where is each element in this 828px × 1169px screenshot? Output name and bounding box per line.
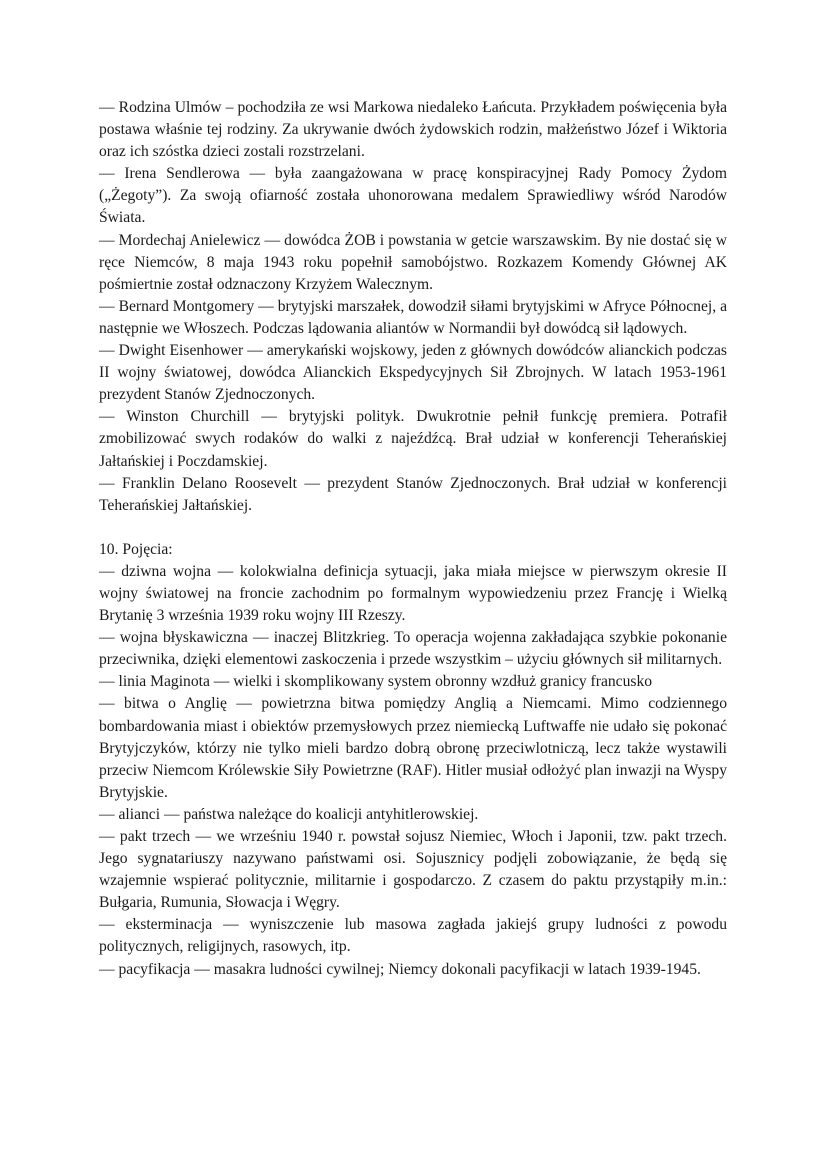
document-page (99, 97, 727, 981)
person-entry-eisenhower: — Dwight Eisenhower — amerykański wojskowy, jeden z głównych dowódców alianckich podczas II wojny światowej, dowódca Alianckich Ekspedycyjnych Sił Zbrojnych. W latach 1953-1961 prezydent Stanów Zjednoczonych. (99, 342, 727, 404)
term-entry-allies: — alianci — państwa należące do koalicji antyhitlerowskiej. (99, 805, 479, 823)
term-entry-tripartite-pact: — pakt trzech — we wrześniu 1940 r. powstał sojusz Niemiec, Włoch i Japonii, tzw. pakt trzech. Jego sygnatariuszy nazywano państwami osi. Sojusznicy podjęli zobowiązanie, że będą się wzajemnie wspierać politycznie, militarnie i gospodarczo. Z czasem do paktu przystąpiły m.in.: Bułgaria, Rumunia, Słowacja i Węgry. (99, 828, 727, 912)
person-entry-churchill: — Winston Churchill — brytyjski polityk. Dwukrotnie pełnił funkcję premiera. Potrafił zmobilizować swych rodaków do walki z najeźdźcą. Brał udział w konferencji Teherańskiej Jałtańskiej i Poczdamskiej. (99, 408, 727, 470)
term-entry-pacification: — pacyfikacja — masakra ludności cywilnej; Niemcy dokonali pacyfikacji w latach 1939-1945. (99, 960, 701, 978)
term-entry-blitzkrieg: — wojna błyskawiczna — inaczej Blitzkrieg. To operacja wojenna zakładająca szybkie pokonanie przeciwnika, dzięki elementowi zaskoczenia i przede wszystkim – użyciu głównych sił militarnych. (99, 629, 727, 669)
section-heading: 10. Pojęcia: (99, 540, 173, 558)
term-entry-phoney-war: — dziwna wojna — kolokwialna definicja sytuacji, jaka miała miejsce w pierwszym okresie II wojny światowej na froncie zachodnim po formalnym wypowiedzeniu przez Francję i Wielką Brytanię 3 września 1939 roku wojny III Rzeszy. (99, 562, 727, 625)
person-entry-anielewicz: — Mordechaj Anielewicz — dowódca ŻOB i powstania w getcie warszawskim. By nie dostać się w ręce Niemców, 8 maja 1943 roku popełnił samobójstwo. Rozkazem Komendy Głównej AK pośmiertnie został odznaczony Krzyżem Walecznym. (99, 231, 727, 293)
section-spacer (99, 517, 727, 539)
person-entry-montgomery: — Bernard Montgomery — brytyjski marszałek, dowodził siłami brytyjskimi w Afryce Północnej, a następnie we Włoszech. Podczas lądowania aliantów w Normandii był dowódcą sił lądowych. (99, 297, 727, 337)
person-entry-roosevelt: — Franklin Delano Roosevelt — prezydent Stanów Zjednoczonych. Brał udział w konferencji Teherańskiej Jałtańskiej. (99, 474, 727, 514)
term-entry-battle-of-britain: — bitwa o Anglię — powietrzna bitwa pomiędzy Anglią a Niemcami. Mimo codziennego bombardowania miast i obiektów przemysłowych przez niemiecką Luftwaffe nie udało się pokonać Brytyjczyków, którzy nie tylko mieli bardzo dobrą obronę przeciwlotniczą, lecz także wystawili przeciw Niemcom Królewskie Siły Powietrzne (RAF). Hitler musiał odłożyć plan inwazji na Wyspy Brytyjskie. (99, 695, 727, 801)
term-entry-extermination: — eksterminacja — wyniszczenie lub masowa zagłada jakiejś grupy ludności z powodu politycznych, religijnych, rasowych, itp. (99, 916, 727, 956)
person-entry-ulma-family: — Rodzina Ulmów – pochodziła ze wsi Markowa niedaleko Łańcuta. Przykładem poświęcenia była postawa właśnie tej rodziny. Za ukrywanie dwóch żydowskich rodzin, małżeństwo Józef i Wiktoria oraz ich szóstka dzieci zostali rozstrzelani. (99, 99, 727, 161)
term-entry-maginot-line: — linia Maginota — wielki i skomplikowany system obronny wzdłuż granicy francusko (99, 673, 653, 691)
person-entry-sendlerowa: — Irena Sendlerowa — była zaangażowana w pracę konspiracyjnej Rady Pomocy Żydom („Żegoty”). Za swoją ofiarność została uhonorowana medalem Sprawiedliwy wśród Narodów Świata. (99, 165, 727, 227)
